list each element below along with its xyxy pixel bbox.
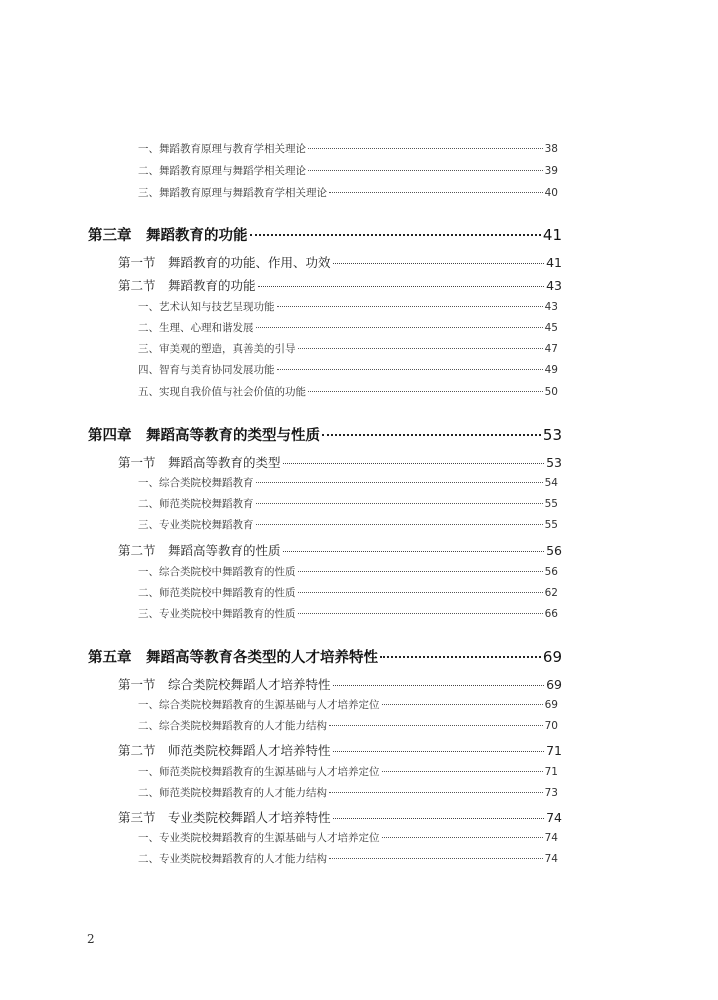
toc-entry-title: 二、舞蹈教育原理与舞蹈学相关理论 [138,165,306,177]
dot-leader [333,751,545,752]
toc-entry-title: 二、专业类院校舞蹈教育的人才能力结构 [138,853,327,865]
toc-section [118,675,562,693]
toc-entry [138,475,558,490]
page-number: 2 [87,932,95,946]
toc-section [118,541,562,559]
toc-section-page: 69 [546,677,562,692]
toc-chapter-title: 第四章 舞蹈高等教育的类型与性质 [88,428,320,444]
toc-entry-title: 四、智育与美育协同发展功能 [138,364,275,376]
toc-entry-page: 50 [544,386,558,398]
toc-chapter-page: 41 [542,226,562,244]
toc-entry [138,185,558,200]
toc-section-page: 43 [546,278,562,293]
toc-section-title: 第三节 专业类院校舞蹈人才培养特性 [118,810,331,825]
toc-entry-title: 五、实现自我价值与社会价值的功能 [138,386,306,398]
toc-entry [138,299,558,314]
toc-chapter [88,424,562,445]
toc-entry-page: 66 [544,608,558,620]
dot-leader [333,818,545,819]
toc-entry-page: 74 [544,832,558,844]
toc-entry [138,851,558,866]
dot-leader [283,551,545,552]
dot-leader [329,192,543,193]
toc-entry [138,517,558,532]
toc-section [118,808,562,826]
toc-entry-title: 二、综合类院校舞蹈教育的人才能力结构 [138,720,327,732]
toc-entry [138,830,558,845]
dot-leader [382,837,543,838]
dot-leader [256,327,543,328]
toc-chapter-title: 第三章 舞蹈教育的功能 [88,228,248,244]
toc-entry [138,163,558,178]
dot-leader [256,482,543,483]
dot-leader [380,656,541,658]
dot-leader [329,858,543,859]
toc-entry [138,362,558,377]
toc-entry [138,718,558,733]
toc-entry-page: 38 [544,143,558,155]
toc-entry-page: 55 [544,498,558,510]
dot-leader [298,571,543,572]
dot-leader [298,613,543,614]
toc-entry-title: 二、师范类院校中舞蹈教育的性质 [138,587,296,599]
toc-entry-title: 二、生理、心理和谐发展 [138,322,254,334]
toc-entry [138,564,558,579]
dot-leader [277,369,543,370]
toc-section [118,453,562,471]
toc-entry-page: 47 [544,343,558,355]
dot-leader [298,348,543,349]
toc-entry-page: 70 [544,720,558,732]
dot-leader [308,148,543,149]
toc-entry [138,141,558,156]
toc-section-title: 第一节 舞蹈教育的功能、作用、功效 [118,255,331,270]
toc-section-page: 74 [546,810,562,825]
toc-entry-page: 56 [544,566,558,578]
toc-section-title: 第二节 舞蹈高等教育的性质 [118,543,281,558]
toc-entry [138,785,558,800]
dot-leader [258,286,545,287]
toc-entry-title: 三、专业类院校中舞蹈教育的性质 [138,608,296,620]
toc-section [118,276,562,294]
toc-chapter [88,646,562,667]
toc-section-page: 56 [546,543,562,558]
toc-entry [138,697,558,712]
toc-entry-page: 40 [544,187,558,199]
toc-section-page: 71 [546,743,562,758]
toc-entry [138,384,558,399]
toc-chapter [88,224,562,245]
dot-leader [250,234,541,236]
dot-leader [277,306,543,307]
toc-entry-title: 一、综合类院校中舞蹈教育的性质 [138,566,296,578]
toc-entry-title: 三、专业类院校舞蹈教育 [138,519,254,531]
toc-section [118,253,562,271]
toc-entry-page: 49 [544,364,558,376]
toc-entry [138,496,558,511]
toc-section-title: 第二节 师范类院校舞蹈人才培养特性 [118,743,331,758]
toc-entry-page: 45 [544,322,558,334]
toc-entry [138,585,558,600]
toc-entry-page: 73 [544,787,558,799]
toc-entry-page: 71 [544,766,558,778]
dot-leader [329,792,543,793]
toc-section [118,741,562,759]
dot-leader [333,685,545,686]
toc-chapter-page: 69 [542,648,562,666]
toc-entry-title: 一、综合类院校舞蹈教育的生源基础与人才培养定位 [138,699,380,711]
toc-entry-title: 一、师范类院校舞蹈教育的生源基础与人才培养定位 [138,766,380,778]
dot-leader [382,771,543,772]
toc-section-page: 41 [546,255,562,270]
toc-entry-title: 二、师范类院校舞蹈教育 [138,498,254,510]
toc-entry-title: 二、师范类院校舞蹈教育的人才能力结构 [138,787,327,799]
dot-leader [308,391,543,392]
dot-leader [283,463,545,464]
toc-entry-title: 三、审美观的塑造，真善美的引导 [138,343,296,355]
dot-leader [298,592,543,593]
dot-leader [382,704,543,705]
toc-section-title: 第一节 舞蹈高等教育的类型 [118,455,281,470]
toc-entry-page: 69 [544,699,558,711]
toc-chapter-page: 53 [542,426,562,444]
dot-leader [308,170,543,171]
toc-entry [138,764,558,779]
toc-entry [138,341,558,356]
toc-entry [138,320,558,335]
toc-entry-page: 39 [544,165,558,177]
toc-entry-title: 一、艺术认知与技艺呈现功能 [138,301,275,313]
toc-entry-page: 55 [544,519,558,531]
dot-leader [256,524,543,525]
toc-entry-title: 一、专业类院校舞蹈教育的生源基础与人才培养定位 [138,832,380,844]
toc-entry [138,606,558,621]
toc-section-page: 53 [546,455,562,470]
toc-section-title: 第二节 舞蹈教育的功能 [118,278,256,293]
dot-leader [256,503,543,504]
toc-entry-page: 54 [544,477,558,489]
toc-entry-title: 一、舞蹈教育原理与教育学相关理论 [138,143,306,155]
toc-entry-title: 三、舞蹈教育原理与舞蹈教育学相关理论 [138,187,327,199]
toc-section-title: 第一节 综合类院校舞蹈人才培养特性 [118,677,331,692]
toc-entry-page: 74 [544,853,558,865]
dot-leader [329,725,543,726]
toc-entry-page: 43 [544,301,558,313]
dot-leader [322,434,541,436]
toc-entry-title: 一、综合类院校舞蹈教育 [138,477,254,489]
dot-leader [333,263,545,264]
toc-entry-page: 62 [544,587,558,599]
toc-chapter-title: 第五章 舞蹈高等教育各类型的人才培养特性 [88,650,378,666]
